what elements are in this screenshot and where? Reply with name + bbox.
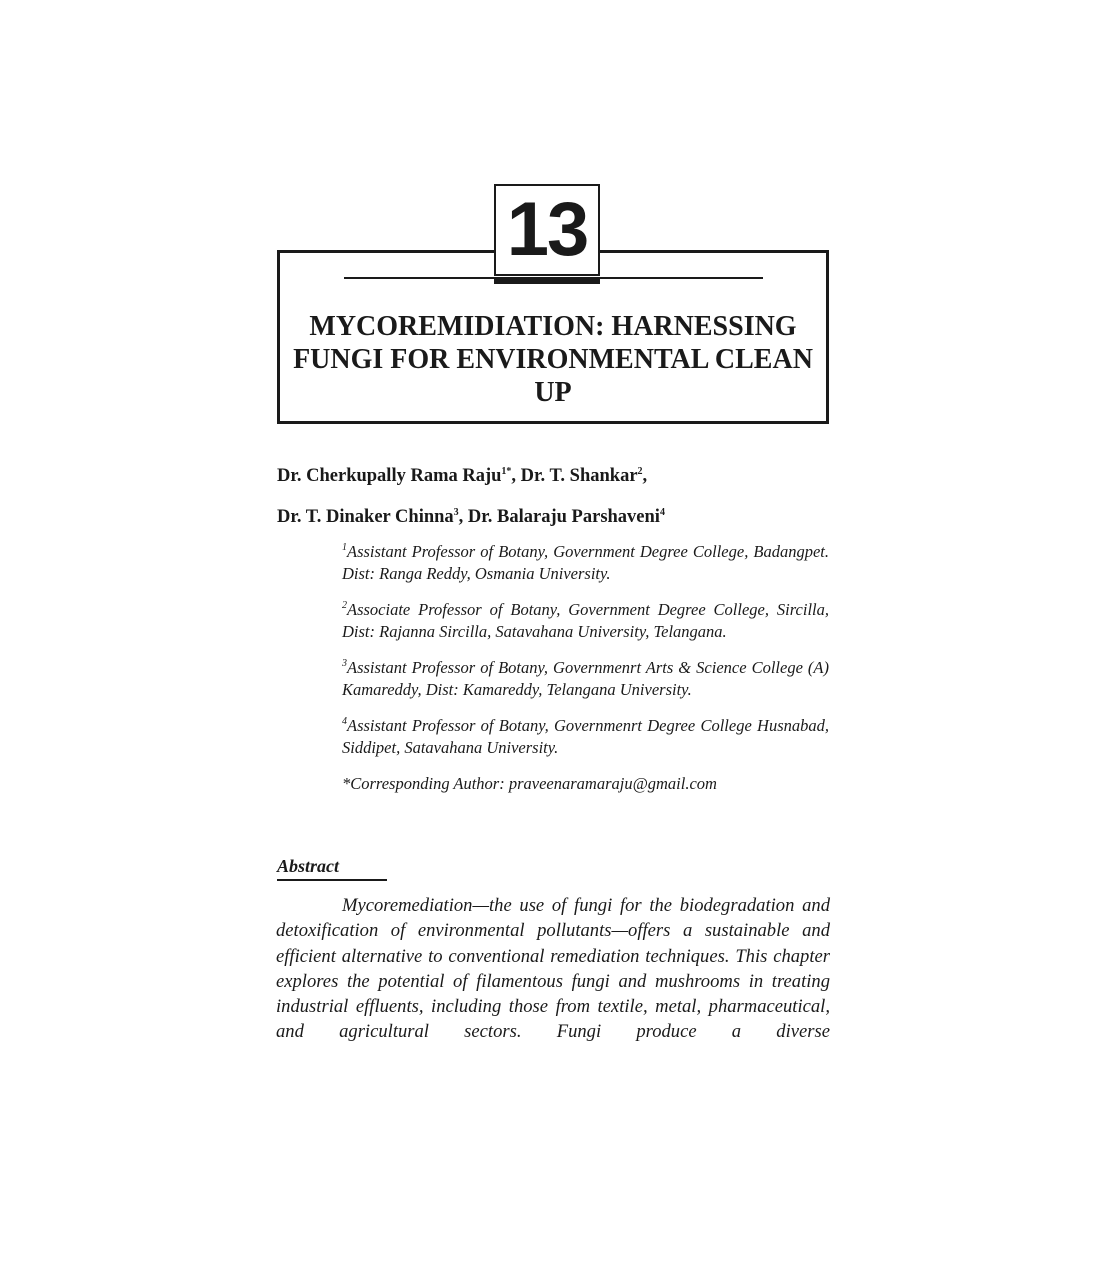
title-rule-right xyxy=(598,277,763,279)
affiliation-1: $^1$Assistant Professor of Botany, Government Degree College, Badangpet. Dist: Ranga Reddy, Osmania University. xyxy=(342,542,829,583)
author-affiliation-mark: 2 xyxy=(637,466,643,477)
abstract-body: Mycoremediation—the use of fungi for the biodegradation and detoxification of environmental pollutants—offers a sustainable and efficient alternative to conventional remediation techniques. This chapter explores the potential of filamentous fungi and mushrooms in treating industrial effluents, including those from textile, metal, pharmaceutical, and agricultural sectors. Fungi produce a diverse xyxy=(276,895,830,1043)
abstract-heading: Abstract xyxy=(277,856,340,876)
chapter-title: MYCOREMIDIATION: HARNESSING FUNGI FOR ENVIRONMENTAL CLEAN UP xyxy=(293,311,813,408)
author-name: Dr. Balaraju Parshaveni xyxy=(467,507,660,527)
author-name: Dr. T. Shankar xyxy=(520,466,638,486)
affiliation-4: $^4$Assistant Professor of Botany, Governmenrt Degree College Husnabad, Siddipet, Satavahana University. xyxy=(342,716,829,757)
affiliation-2: $^2$Associate Professor of Botany, Government Degree College, Sircilla, Dist: Rajanna Sircilla, Satavahana University, Telangana. xyxy=(342,600,829,641)
author-name: Dr. Cherkupally Rama Raju xyxy=(277,466,502,486)
corresponding-author: *Corresponding Author: praveenaramaraju@gmail.com xyxy=(342,774,717,793)
title-rule-left xyxy=(344,277,494,279)
authors-line-1: Dr. Cherkupally Rama Raju$^{1*}$, Dr. T. Shankar$^2$, xyxy=(277,466,648,486)
abstract-heading-underline xyxy=(277,879,387,881)
chapter-number: 13 xyxy=(494,184,600,276)
author-affiliation-mark: 1* xyxy=(501,466,512,477)
affiliations xyxy=(342,541,829,795)
authors-line-2: Dr. T. Dinaker Chinna$^3$, Dr. Balaraju Parshaveni$^4$ xyxy=(277,507,665,527)
author-name: Dr. T. Dinaker Chinna xyxy=(277,507,454,527)
affiliation-3: $^3$Assistant Professor of Botany, Governmenrt Arts & Science College (A) Kamareddy, Dist: Kamareddy, Telangana University. xyxy=(342,658,829,699)
author-affiliation-mark: 4 xyxy=(659,507,665,518)
author-affiliation-mark: 3 xyxy=(453,507,459,518)
